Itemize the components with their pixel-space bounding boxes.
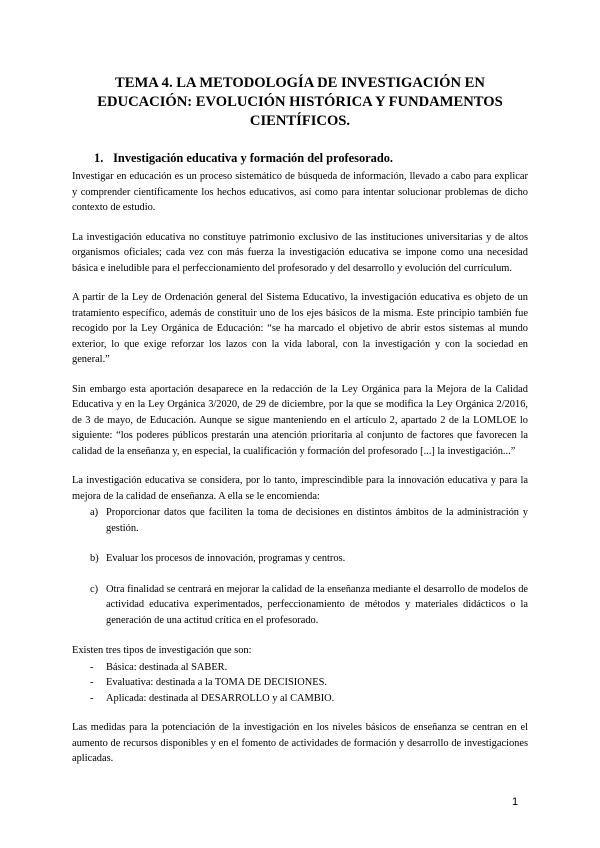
list-item — [72, 582, 528, 629]
list-item — [72, 551, 528, 567]
types-intro: Existen tres tipos de investigación que son: — [72, 645, 252, 656]
list-marker: - — [90, 677, 94, 688]
section-title: Investigación educativa y formación del profesorado. — [113, 151, 394, 165]
list-item-text: Aplicada: destinada al DESARROLLO y al CAMBIO. — [106, 692, 335, 704]
list-item-text: Proporcionar datos que faciliten la toma de decisiones en distintos ámbitos de la administración y gestión. — [106, 507, 528, 534]
list-marker: - — [90, 692, 94, 704]
page-number: 1 — [512, 796, 519, 808]
list-item-text: Otra finalidad se centrará en mejorar la calidad de la enseñanza mediante el desarrollo de modelos de actividad educativa experimentados, perfeccionamiento de métodos y materiales didácticos o la generación de una actitud crítica en el profesorado. — [106, 583, 528, 626]
document-page — [72, 74, 528, 781]
section-number: 1. — [94, 151, 104, 165]
paragraph-closing: Las medidas para la potenciación de la investigación en los niveles básicos de enseñanza se centran en el aumento de recursos disponibles y en el fomento de actividades de formación y desarrollo de investigaciones aplicadas. — [72, 722, 528, 764]
list-marker: c) — [90, 583, 99, 595]
list-item — [72, 691, 528, 707]
list-marker: b) — [90, 553, 99, 564]
list-item-text: Básica: destinada al SABER. — [106, 661, 228, 673]
types-list — [72, 660, 528, 707]
document-title: TEMA 4. LA METODOLOGÍA DE INVESTIGACIÓN EN EDUCACIÓN: EVOLUCIÓN HISTÓRICA Y FUNDAMENTOS CIENTÍFICOS. — [97, 75, 503, 129]
paragraph-definition: Investigar en educación es un proceso sistemático de búsqueda de información, llevado a cabo para explicar y comprender científicamente los hechos educativos, así como para intentar solucionar problemas de dicho contexto de estudio. — [72, 171, 528, 213]
functions-list — [72, 505, 528, 628]
list-item — [72, 675, 528, 691]
paragraph-lomloe: Sin embargo esta aportación desaparece en la redacción de la Ley Orgánica para la Mejora de la Calidad Educativa y en la Ley Orgánica 3/2020, de 29 de diciembre, por la que se modifica la Ley Orgánica 2/2016, de 3 de mayo, de Educación. Aunque se sigue manteniendo en el artículo 2, apartado 2 de la LOMLOE lo siguiente: “los poderes públicos prestarán una atención prioritaria al conjunto de factores que favorecen la calidad de la enseñanza y, en especial, la cualificación y formación del profesorado [...] la investigación...” — [72, 383, 528, 457]
section-heading — [94, 151, 528, 166]
list-item — [72, 660, 528, 676]
list-item-text: Evaluativa: destinada a la TOMA DE DECISIONES. — [106, 677, 327, 688]
list-marker: - — [90, 661, 94, 673]
paragraph-patrimony: La investigación educativa no constituye patrimonio exclusivo de las instituciones universitarias y de altos organismos oficiales; cada vez con más fuerza la investigación educativa se impone como una necesidad básica e ineludible para el perfeccionamiento del profesorado y del desarrollo y evolución del currículum. — [72, 231, 528, 274]
paragraph-logse: A partir de la Ley de Ordenación general del Sistema Educativo, la investigación educativa es objeto de un tratamiento específico, además de constituir uno de los ejes básicos de la misma. Este principio también fue recogido por la Ley Orgánica de Educación: “se ha marcado el objetivo de abrir estos sistemas al mundo exterior, lo que exige reforzar los lazos con la vida laboral, con la investigación y con la sociedad en general.” — [72, 292, 528, 365]
paragraph-innovation: La investigación educativa se considera, por lo tanto, imprescindible para la innovación educativa y para la mejora de la calidad de enseñanza. A ella se le encomienda: — [72, 475, 528, 502]
list-item — [72, 505, 528, 536]
list-item-text: Evaluar los procesos de innovación, programas y centros. — [106, 553, 346, 564]
list-marker: a) — [90, 507, 99, 518]
